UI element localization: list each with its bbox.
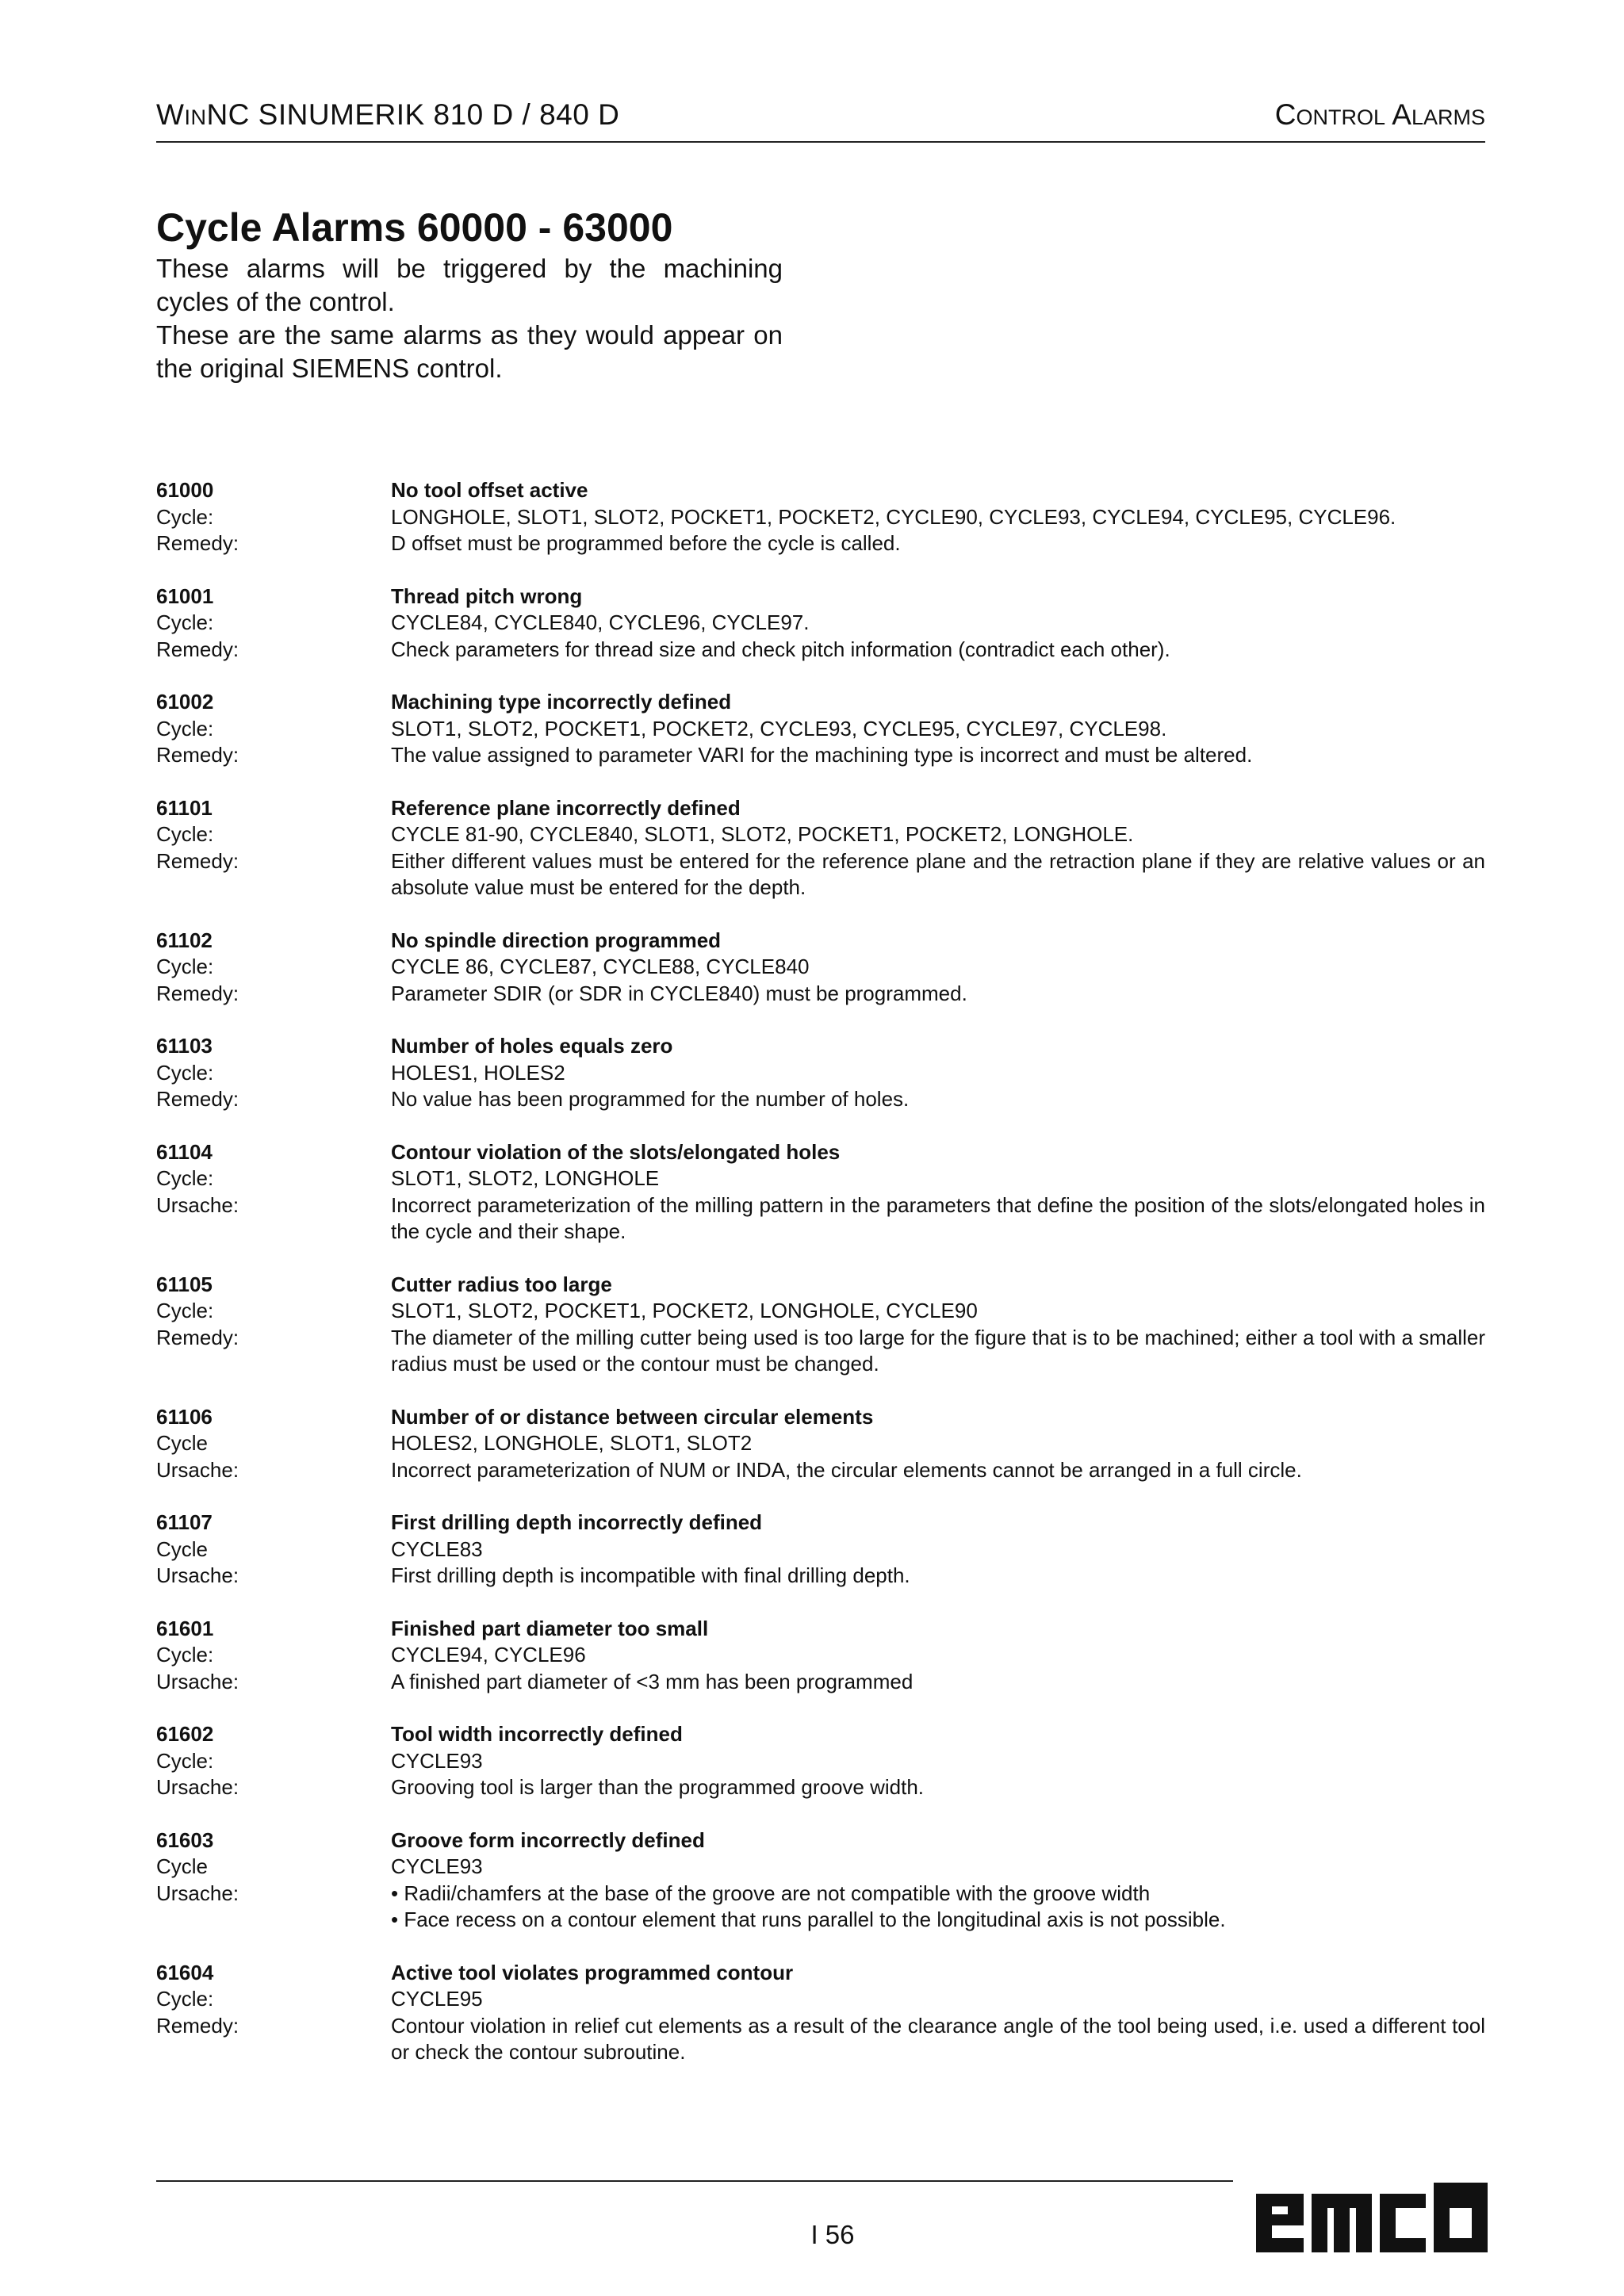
alarm-remedy-label: Ursache: [156,1563,239,1587]
alarm-remedy-label: Remedy: [156,2013,239,2038]
alarm-cycle-label: Cycle: [156,1748,214,1773]
page-header [156,94,1485,143]
alarm-code: 61104 [156,1139,213,1164]
alarm-cycle-label: Cycle: [156,1299,214,1322]
alarm-cycles: SLOT1, SLOT2, LONGHOLE [391,1166,660,1190]
alarm-entry [156,1721,1485,1801]
alarm-title: Machining type incorrectly defined [391,690,732,714]
alarm-title: Number of or distance between circular elements [391,1404,874,1429]
alarm-remedy-label: Remedy: [156,1325,239,1349]
intro-paragraph: These are the same alarms as they would appear on the original SIEMENS control. [156,320,783,383]
alarm-cycle-label: Cycle [156,1536,209,1561]
alarm-entry [156,1033,1485,1113]
alarm-code: 61604 [156,1960,214,1984]
alarm-cycles: CYCLE 81-90, CYCLE840, SLOT1, SLOT2, POCKET1, POCKET2, LONGHOLE. [391,822,1134,846]
alarm-cycles: SLOT1, SLOT2, POCKET1, POCKET2, CYCLE93, CYCLE95, CYCLE97, CYCLE98. [391,716,1167,740]
alarm-remedy-label: Remedy: [156,1087,239,1111]
alarm-cycle-label: Cycle: [156,1643,214,1667]
alarm-cycles: LONGHOLE, SLOT1, SLOT2, POCKET1, POCKET2, CYCLE90, CYCLE93, CYCLE94, CYCLE95, CYCLE96. [391,504,1396,529]
alarm-code: 61601 [156,1616,214,1640]
alarm-cycle-label: Cycle: [156,504,214,529]
alarm-remedy-text: • Radii/chamfers at the base of the groove are not compatible with the groove width • Face recess on a contour element that runs parallel to the longitudinal axis is not possible. [391,1881,1485,1934]
alarm-title: Groove form incorrectly defined [391,1827,705,1852]
alarm-remedy-label: Remedy: [156,981,239,1005]
emco-logo [1256,2183,1488,2256]
alarm-entry [156,795,1485,901]
alarm-code: 61103 [156,1034,213,1058]
alarm-cycles: CYCLE95 [391,1987,483,2011]
intro-paragraph: These alarms will be triggered by the machining cycles of the control. [156,254,783,316]
page-title: Cycle Alarms 60000 - 63000 [156,205,673,250]
alarm-title: Tool width incorrectly defined [391,1722,683,1746]
alarm-cycles: HOLES1, HOLES2 [391,1060,565,1085]
alarm-cycles: CYCLE93 [391,1854,483,1878]
alarm-cycle-label: Cycle: [156,1166,214,1190]
alarm-cycle-label: Cycle: [156,955,214,978]
page-number: I 56 [810,2220,855,2249]
alarm-cycles: CYCLE93 [391,1748,483,1773]
intro-text [156,252,783,385]
alarm-remedy-label: Remedy: [156,531,239,555]
alarm-code: 61002 [156,690,214,714]
alarm-remedy-label: Ursache: [156,1457,239,1482]
alarm-remedy-label: Remedy: [156,848,239,873]
alarm-entry [156,1139,1485,1246]
alarm-remedy-text: Incorrect parameterization of the milling pattern in the parameters that define the position of the slots/elongated holes in the cycle and their shape. [391,1192,1485,1243]
alarm-remedy-label: Ursache: [156,1669,239,1693]
alarm-entry [156,1827,1485,1934]
alarm-cycle-label: Cycle [156,1854,209,1878]
alarm-cycles: CYCLE84, CYCLE840, CYCLE96, CYCLE97. [391,610,810,634]
alarm-title: No tool offset active [391,478,588,502]
alarm-entry [156,1616,1485,1696]
alarm-title: No spindle direction programmed [391,928,722,952]
alarm-code: 61105 [156,1272,213,1296]
alarm-code: 61101 [156,795,213,820]
alarm-entry [156,928,1485,1008]
alarm-remedy-label: Ursache: [156,1881,239,1905]
alarm-title: Cutter radius too large [391,1272,612,1296]
alarm-entry [156,1510,1485,1590]
alarm-code: 61603 [156,1827,214,1852]
alarm-cycles: CYCLE83 [391,1536,483,1561]
alarm-entry [156,1272,1485,1378]
alarm-code: 61001 [156,584,214,608]
alarm-cycle-label: Cycle: [156,1060,214,1085]
alarm-remedy-text-2: • Face recess on a contour element that runs parallel to the longitudinal axis is not possible. [391,1908,1226,1931]
alarm-cycle-label: Cycle: [156,610,214,634]
alarm-remedy-text: D offset must be programmed before the cycle is called. [391,531,901,555]
footer-divider [156,2180,1233,2182]
alarm-title: Finished part diameter too small [391,1616,709,1640]
alarm-remedy-text: Parameter SDIR (or SDR in CYCLE840) must be programmed. [391,981,967,1005]
alarm-remedy-text: Grooving tool is larger than the programmed groove width. [391,1775,925,1799]
alarm-cycles: SLOT1, SLOT2, POCKET1, POCKET2, LONGHOLE, CYCLE90 [391,1299,978,1322]
alarm-code: 61107 [156,1510,213,1534]
alarm-cycle-label: Cycle [156,1431,209,1455]
alarm-code: 61106 [156,1404,213,1429]
alarm-remedy-text: Contour violation in relief cut elements as a result of the clearance angle of the tool being used, i.e. used a different tool or check the contour subroutine. [391,2013,1485,2064]
alarm-code: 61102 [156,928,213,952]
alarm-title: Active tool violates programmed contour [391,1960,794,1984]
alarm-entry [156,1960,1485,2066]
alarm-code: 61000 [156,478,214,502]
alarm-remedy-label: Ursache: [156,1775,239,1799]
alarm-remedy-text: First drilling depth is incompatible with final drilling depth. [391,1563,910,1587]
alarm-cycles: HOLES2, LONGHOLE, SLOT1, SLOT2 [391,1431,753,1455]
alarm-code: 61602 [156,1722,214,1746]
alarm-remedy-text: A finished part diameter of <3 mm has been programmed [391,1669,914,1693]
alarm-title: Contour violation of the slots/elongated holes [391,1139,841,1164]
alarm-remedy-text: The value assigned to parameter VARI for the machining type is incorrect and must be altered. [391,743,1253,767]
alarm-title: Thread pitch wrong [391,584,583,608]
alarm-entry [156,477,1485,557]
header-product-title: WINNC SINUMERIK 810 D / 840 D [156,98,620,131]
alarm-title: First drilling depth incorrectly defined [391,1510,763,1534]
alarm-cycle-label: Cycle: [156,1987,214,2011]
alarm-remedy-label: Ursache: [156,1192,239,1217]
alarm-remedy-label: Remedy: [156,637,239,661]
alarm-title: Reference plane incorrectly defined [391,795,741,820]
alarm-remedy-label: Remedy: [156,743,239,767]
alarm-remedy-text: Either different values must be entered for the reference plane and the retraction plane if they are relative values or an absolute value must be entered for the depth. [391,848,1485,899]
alarm-entry [156,689,1485,769]
alarm-cycle-label: Cycle: [156,716,214,740]
alarm-cycle-label: Cycle: [156,822,214,846]
alarm-entry [156,584,1485,664]
alarm-remedy-text: Incorrect parameterization of NUM or INDA, the circular elements cannot be arranged in a full circle. [391,1457,1302,1482]
alarm-title: Number of holes equals zero [391,1034,673,1058]
alarm-list [156,477,1485,2092]
alarm-remedy-text: Check parameters for thread size and check pitch information (contradict each other). [391,637,1170,661]
alarm-entry [156,1404,1485,1484]
alarm-cycles: CYCLE94, CYCLE96 [391,1643,586,1667]
header-section-title: CONTROL ALARMS [1274,98,1485,131]
alarm-remedy-text: No value has been programmed for the number of holes. [391,1087,910,1111]
alarm-remedy-text: The diameter of the milling cutter being used is too large for the figure that is to be machined; either a tool with a smaller radius must be used or the contour must be changed. [391,1325,1485,1376]
alarm-cycles: CYCLE 86, CYCLE87, CYCLE88, CYCLE840 [391,955,810,978]
